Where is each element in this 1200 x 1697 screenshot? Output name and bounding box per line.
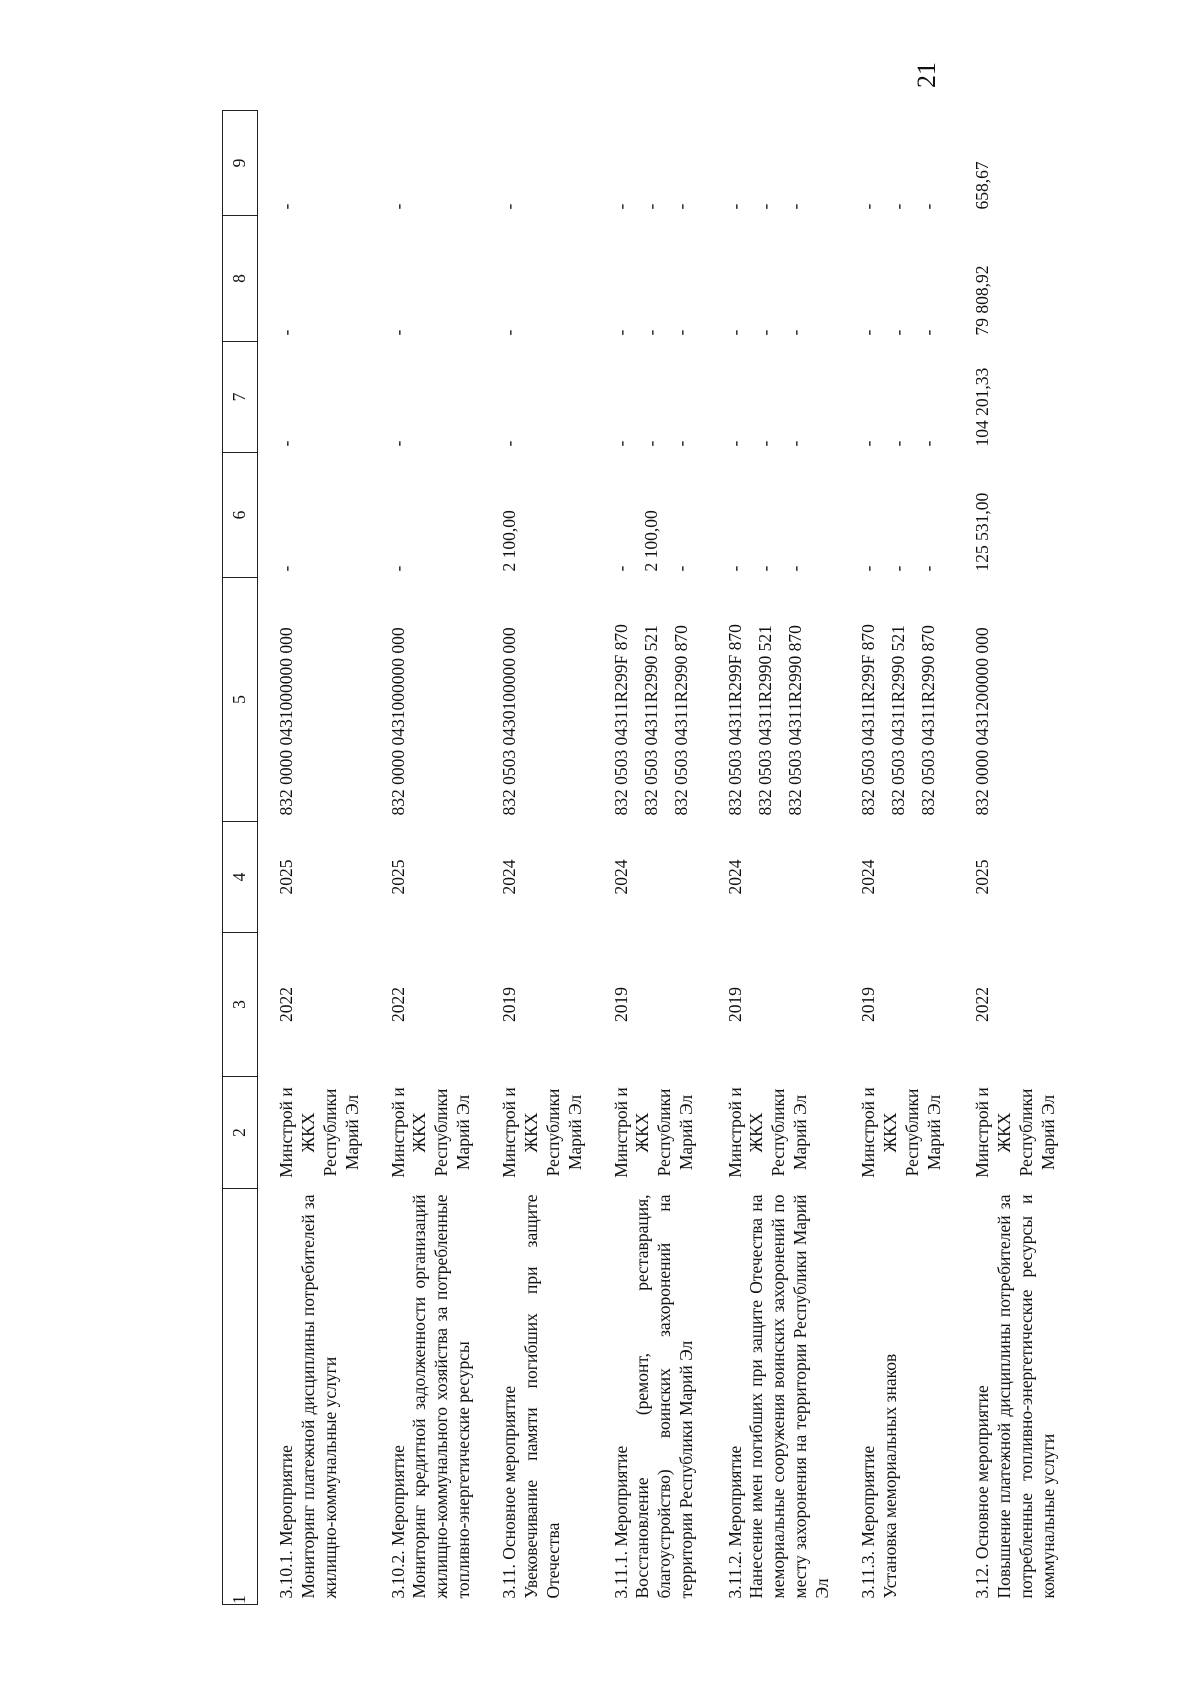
end-year: 2024: [499, 859, 519, 895]
start-year: 2019: [857, 987, 878, 1022]
activity-title: Повышение платежной дисциплины потребителей за потребленные топливно-энергетические ресурсы и коммунальные услуги: [993, 1194, 1058, 1599]
responsible-executor: Минстрой и ЖКХ Республики Марий Эл: [971, 1087, 1058, 1178]
end-year: 2024: [610, 859, 631, 895]
amount-value: -: [499, 203, 519, 210]
amount-cell-6: [258, 453, 374, 578]
end-year-cell: [374, 822, 486, 933]
amount-value: -: [754, 203, 775, 210]
budget-code-cell: [597, 578, 711, 822]
amount-value: -: [887, 565, 908, 572]
activity-name-cell: [597, 1189, 711, 1605]
table-row: [958, 111, 1070, 1605]
start-year-cell: [374, 933, 486, 1077]
amount-value: -: [610, 440, 631, 447]
responsible-executor: Минстрой и ЖКХ Республики Марий Эл: [276, 1087, 362, 1178]
activity-number: 3.11.3. Мероприятие: [857, 1445, 878, 1599]
col-header-5: 5: [223, 578, 258, 822]
activity-title: Восстановление (ремонт, реставрация, благоустройство) воинских захоронений на территории Республики Марий Эл: [632, 1194, 697, 1599]
budget-code: 832 0000 0431000000 000: [276, 627, 296, 816]
amount-cell-9: [597, 111, 711, 216]
responsible-executor-cell: [844, 1077, 958, 1189]
amount-value: -: [917, 565, 938, 572]
start-year: 2019: [724, 987, 745, 1022]
activity-title: Мониторинг платежной дисциплины потребителей за жилищно-коммунальные услуги: [297, 1194, 340, 1599]
start-year-cell: [258, 933, 374, 1077]
responsible-executor: Минстрой и ЖКХ Республики Марий Эл: [499, 1087, 585, 1178]
amount-value: -: [784, 329, 805, 336]
amount-value: -: [610, 203, 631, 210]
end-year-cell: [711, 822, 844, 933]
start-year-cell: [597, 933, 711, 1077]
amount-cell-7: [597, 342, 711, 453]
amount-cell-6: [958, 453, 1070, 578]
table-row: [485, 111, 597, 1605]
activity-number: 3.11.2. Мероприятие: [724, 1445, 745, 1599]
activity-name-cell: [844, 1189, 958, 1605]
amount-value: -: [724, 440, 745, 447]
budget-code: 832 0503 04311R299F 870: [610, 624, 631, 816]
activity-title: Установка мемориальных знаков: [879, 1353, 900, 1599]
start-year-cell: [711, 933, 844, 1077]
responsible-executor-cell: [258, 1077, 374, 1189]
amount-value: -: [670, 203, 691, 210]
amount-value: -: [887, 203, 908, 210]
amount-value: -: [276, 440, 296, 447]
amount-cell-6: [597, 453, 711, 578]
budget-code: 832 0503 04311R2990 870: [670, 625, 691, 816]
amount-value: -: [754, 329, 775, 336]
table-row: [711, 111, 844, 1605]
amount-cell-7: [844, 342, 958, 453]
budget-code: 832 0503 0430100000 000: [499, 627, 519, 816]
budget-code: 832 0000 0431000000 000: [387, 627, 408, 816]
amount-cell-6: [844, 453, 958, 578]
end-year-cell: [958, 822, 1070, 933]
amount-cell-7: [958, 342, 1070, 453]
table-body: [258, 111, 1070, 1605]
amount-value: 104 201,33: [971, 367, 992, 447]
amount-cell-9: [258, 111, 374, 216]
amount-value: -: [640, 203, 661, 210]
amount-cell-9: [844, 111, 958, 216]
amount-value: -: [857, 203, 878, 210]
budget-code: 832 0503 04311R2990 870: [784, 625, 805, 816]
amount-value: -: [917, 440, 938, 447]
amount-value: 2 100,00: [640, 510, 661, 572]
amount-value: 658,67: [971, 161, 992, 210]
table-row: [597, 111, 711, 1605]
activity-number: 3.12. Основное мероприятие: [971, 1385, 992, 1599]
amount-value: -: [857, 329, 878, 336]
amount-cell-8: [485, 216, 597, 342]
start-year: 2022: [276, 987, 296, 1022]
budget-code: 832 0503 04311R2990 521: [640, 625, 661, 816]
budget-code: 832 0503 04311R299F 870: [857, 624, 878, 816]
col-header-2: 2: [223, 1077, 258, 1189]
start-year: 2022: [971, 987, 992, 1022]
amount-cell-6: [485, 453, 597, 578]
amount-value: -: [387, 329, 408, 336]
amount-value: -: [640, 329, 661, 336]
activity-name-cell: [258, 1189, 374, 1605]
col-header-4: 4: [223, 822, 258, 933]
budget-code-cell: [844, 578, 958, 822]
amount-value: -: [670, 565, 691, 572]
amount-value: -: [724, 329, 745, 336]
amount-value: -: [670, 440, 691, 447]
amount-value: -: [499, 440, 519, 447]
amount-cell-7: [374, 342, 486, 453]
amount-cell-9: [711, 111, 844, 216]
activity-title: Увековечивание памяти погибших при защите Отечества: [520, 1194, 563, 1599]
amount-value: -: [784, 203, 805, 210]
amount-value: 125 531,00: [971, 492, 992, 572]
start-year-cell: [844, 933, 958, 1077]
budget-code-cell: [374, 578, 486, 822]
amount-value: -: [640, 440, 661, 447]
budget-code: 832 0503 04311R2990 521: [887, 625, 908, 816]
amount-cell-8: [597, 216, 711, 342]
activity-name-cell: [711, 1189, 844, 1605]
amount-value: -: [784, 565, 805, 572]
end-year-cell: [258, 822, 374, 933]
responsible-executor-cell: [597, 1077, 711, 1189]
budget-code-cell: [258, 578, 374, 822]
activity-number: 3.10.2. Мероприятие: [387, 1445, 408, 1599]
budget-code-cell: [485, 578, 597, 822]
amount-value: -: [276, 565, 296, 572]
table-row: [374, 111, 486, 1605]
amount-cell-8: [844, 216, 958, 342]
col-header-7: 7: [223, 342, 258, 453]
budget-code-cell: [711, 578, 844, 822]
amount-value: -: [857, 565, 878, 572]
amount-value: -: [387, 440, 408, 447]
amount-cell-7: [711, 342, 844, 453]
amount-cell-6: [374, 453, 486, 578]
col-header-9: 9: [223, 111, 258, 216]
end-year: 2025: [971, 859, 992, 895]
start-year-cell: [485, 933, 597, 1077]
amount-value: -: [610, 565, 631, 572]
start-year: 2019: [610, 987, 631, 1022]
responsible-executor: Минстрой и ЖКХ Республики Марий Эл: [387, 1087, 474, 1178]
end-year: 2024: [857, 859, 878, 895]
amount-value: -: [917, 203, 938, 210]
amount-value: -: [610, 329, 631, 336]
header-row: [223, 111, 258, 1605]
activity-name-cell: [485, 1189, 597, 1605]
activity-title: Нанесение имен погибших при защите Отечества на мемориальные сооружения воинских захоронений по месту захоронения на территории Республики Марий Эл: [746, 1194, 832, 1599]
amount-value: -: [754, 440, 775, 447]
responsible-executor: Минстрой и ЖКХ Республики Марий Эл: [610, 1087, 697, 1178]
amount-cell-9: [374, 111, 486, 216]
amount-value: -: [857, 440, 878, 447]
budget-code: 832 0503 04311R299F 870: [724, 624, 745, 816]
col-header-8: 8: [223, 216, 258, 342]
amount-value: -: [887, 440, 908, 447]
start-year: 2022: [387, 987, 408, 1022]
amount-cell-8: [711, 216, 844, 342]
activity-title: Мониторинг кредитной задолженности организаций жилищно-коммунального хозяйства за потребленные топливно-энергетические ресурсы: [409, 1194, 474, 1599]
amount-cell-7: [258, 342, 374, 453]
amount-value: 2 100,00: [499, 510, 519, 572]
amount-cell-9: [485, 111, 597, 216]
budget-code: 832 0503 04311R2990 870: [917, 625, 938, 816]
amount-value: -: [670, 329, 691, 336]
amount-cell-6: [711, 453, 844, 578]
program-table: [222, 110, 1069, 1605]
end-year: 2025: [276, 859, 296, 895]
amount-value: -: [276, 203, 296, 210]
table-row: [258, 111, 374, 1605]
responsible-executor-cell: [374, 1077, 486, 1189]
activity-number: 3.10.1. Мероприятие: [276, 1445, 296, 1599]
amount-value: -: [754, 565, 775, 572]
amount-cell-9: [958, 111, 1070, 216]
end-year-cell: [597, 822, 711, 933]
amount-cell-8: [258, 216, 374, 342]
budget-code: 832 0000 0431200000 000: [971, 627, 992, 816]
amount-value: -: [276, 329, 296, 336]
amount-value: -: [387, 203, 408, 210]
start-year-cell: [958, 933, 1070, 1077]
amount-value: -: [724, 203, 745, 210]
responsible-executor-cell: [958, 1077, 1070, 1189]
rotated-table-canvas: [222, 120, 1058, 1605]
col-header-3: 3: [223, 933, 258, 1077]
end-year-cell: [844, 822, 958, 933]
end-year: 2024: [724, 859, 745, 895]
table-row: [844, 111, 958, 1605]
budget-code-cell: [958, 578, 1070, 822]
amount-value: -: [387, 565, 408, 572]
activity-number: 3.11.1. Мероприятие: [610, 1445, 631, 1599]
col-header-1: 1: [223, 1189, 258, 1605]
amount-cell-7: [485, 342, 597, 453]
amount-value: -: [917, 329, 938, 336]
activity-name-cell: [374, 1189, 486, 1605]
amount-value: -: [499, 329, 519, 336]
col-header-6: 6: [223, 453, 258, 578]
responsible-executor-cell: [485, 1077, 597, 1189]
amount-cell-8: [374, 216, 486, 342]
responsible-executor: Минстрой и ЖКХ Республики Марий Эл: [724, 1087, 811, 1178]
amount-value: 79 808,92: [971, 265, 992, 336]
amount-value: -: [887, 329, 908, 336]
amount-value: -: [784, 440, 805, 447]
responsible-executor-cell: [711, 1077, 844, 1189]
activity-name-cell: [958, 1189, 1070, 1605]
end-year: 2025: [387, 859, 408, 895]
page-number: 21: [912, 62, 941, 88]
responsible-executor: Минстрой и ЖКХ Республики Марий Эл: [857, 1087, 944, 1178]
amount-cell-8: [958, 216, 1070, 342]
activity-number: 3.11. Основное мероприятие: [499, 1385, 519, 1599]
start-year: 2019: [499, 987, 519, 1022]
amount-value: -: [724, 565, 745, 572]
end-year-cell: [485, 822, 597, 933]
budget-code: 832 0503 04311R2990 521: [754, 625, 775, 816]
